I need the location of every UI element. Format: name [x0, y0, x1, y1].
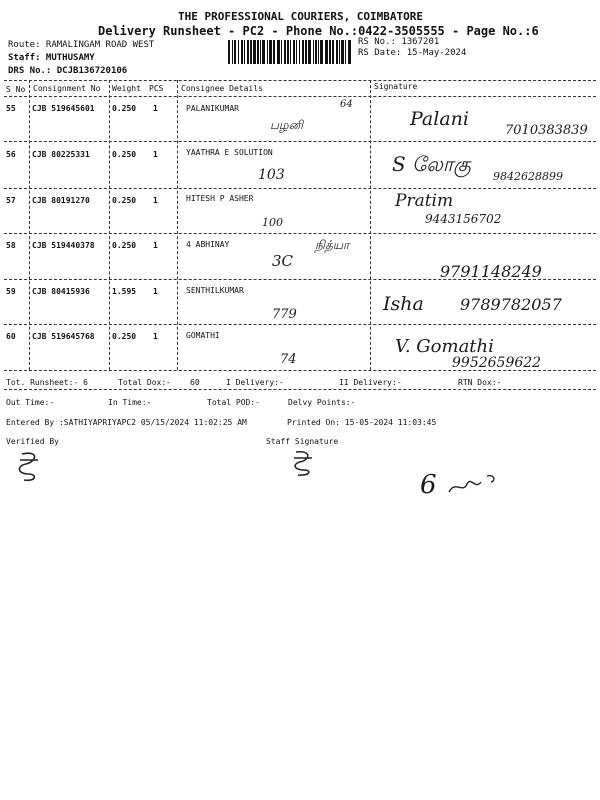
row-weight: 0.250: [112, 241, 137, 250]
col-rule: [177, 80, 178, 370]
row-pcs: 1: [153, 332, 158, 341]
row-hand-mid: 100: [262, 216, 283, 229]
total-pod-label: Total POD:-: [207, 398, 260, 407]
row-hand-signature: Isha: [383, 293, 424, 315]
row-sno: 59: [6, 287, 16, 296]
row-hand-phone: 9443156702: [425, 212, 502, 226]
delvy-points-label: Delvy Points:-: [288, 398, 356, 407]
row-rule: [4, 188, 596, 189]
row-pcs: 1: [153, 196, 158, 205]
route-label: Route: RAMALINGAM ROAD WEST: [8, 40, 155, 50]
row-sno: 58: [6, 241, 16, 250]
rtn-dox-label: RTN Dox:-: [458, 378, 502, 387]
verified-by-label: Verified By: [6, 437, 59, 446]
row-hand-signature: Pratim: [395, 191, 454, 211]
row-consignee: SENTHILKUMAR: [186, 286, 244, 295]
col-header-signature: Signature: [374, 82, 418, 91]
row-pcs: 1: [153, 104, 158, 113]
out-time-label: Out Time:-: [6, 398, 55, 407]
row-hand-phone: 7010383839: [505, 123, 588, 138]
i-delivery-label: I Delivery:-: [226, 378, 284, 387]
row-hand-signature: S லோகு: [392, 152, 471, 176]
row-consignment: CJB 80191270: [32, 196, 90, 205]
col-header-consignee: Consignee Details: [181, 84, 263, 93]
col-header-consignment: Consignment No: [33, 84, 101, 93]
totals-rule: [4, 389, 596, 390]
company-name: THE PROFESSIONAL COURIERS, COIMBATORE: [178, 10, 424, 23]
col-rule: [29, 80, 30, 370]
row-hand-mid: 74: [280, 352, 297, 367]
staff-signature-label: Staff Signature: [266, 437, 339, 446]
ii-delivery-label: II Delivery:-: [339, 378, 402, 387]
col-rule: [370, 80, 371, 370]
rs-date: RS Date: 15-May-2024: [358, 48, 467, 58]
row-consignee: PALANIKUMAR: [186, 104, 239, 113]
row-weight: 0.250: [112, 332, 137, 341]
row-consignment: CJB 519645768: [32, 332, 95, 341]
bottom-handwritten-number: 6: [420, 470, 437, 500]
verified-signature-mark: [10, 448, 50, 484]
printed-on: Printed On: 15-05-2024 11:03:45: [287, 418, 437, 427]
row-hand-phone: 9791148249: [440, 262, 542, 281]
table-header-rule: [4, 96, 596, 97]
entered-by: Entered By :SATHIYAPRIYAPC2 05/15/2024 11:02:25 AM: [6, 418, 247, 427]
row-hand-mid: 103: [258, 167, 285, 183]
row-pcs: 1: [153, 287, 158, 296]
total-dox-label: Total Dox:-: [118, 378, 171, 387]
row-consignee: GOMATHI: [186, 331, 220, 340]
row-sno: 57: [6, 196, 16, 205]
row-consignee: YAATHRA E SOLUTION: [186, 148, 273, 157]
drs-label: DRS No.: DCJB136720106: [8, 66, 128, 76]
row-sno: 56: [6, 150, 16, 159]
col-rule: [109, 80, 110, 370]
row-hand-mid: பழனி: [270, 118, 303, 132]
table-top-rule: [4, 80, 596, 81]
runsheet-title: Delivery Runsheet - PC2 - Phone No.:0422-3505555 - Page No.:6: [98, 24, 539, 38]
row-hand-signature: நித்யா: [315, 238, 350, 252]
rs-number: RS No.: 1367201: [358, 37, 440, 47]
row-sno: 55: [6, 104, 16, 113]
col-header-sno: S No: [6, 85, 26, 94]
row-weight: 0.250: [112, 104, 137, 113]
row-hand-mid: 779: [272, 307, 297, 322]
row-sno: 60: [6, 332, 16, 341]
row-consignment: CJB 80415936: [32, 287, 90, 296]
row-consignee: HITESH P ASHER: [186, 194, 254, 203]
in-time-label: In Time:-: [108, 398, 152, 407]
row-consignee: 4 ABHINAY: [186, 240, 230, 249]
row-pcs: 1: [153, 150, 158, 159]
row-rule: [4, 141, 596, 142]
staff-signature-mark: [286, 448, 322, 478]
row-pcs: 1: [153, 241, 158, 250]
row-hand-phone: 9789782057: [460, 295, 562, 314]
row-hand-phone: 9952659622: [452, 355, 542, 371]
total-dox-value: 60: [190, 378, 200, 387]
row-rule: [4, 279, 596, 280]
row-rule: [4, 233, 596, 234]
row-hand-phone: 9842628899: [493, 170, 563, 183]
row-hand-signature: Palani: [410, 108, 469, 130]
row-rule: [4, 324, 596, 325]
row-rule: [4, 370, 596, 371]
row-consignment: CJB 519645601: [32, 104, 95, 113]
row-hand-signature: V. Gomathi: [395, 336, 494, 357]
col-header-weight: Weight: [112, 84, 141, 93]
row-weight: 1.595: [112, 287, 137, 296]
row-note: 64: [340, 99, 353, 110]
row-weight: 0.250: [112, 150, 137, 159]
tot-runsheet: Tot. Runsheet:- 6: [6, 378, 88, 387]
row-consignment: CJB 519440378: [32, 241, 95, 250]
bottom-handwritten-scribble: [445, 470, 505, 500]
row-weight: 0.250: [112, 196, 137, 205]
staff-label: Staff: MUTHUSAMY: [8, 53, 95, 63]
barcode-image: [228, 40, 352, 64]
col-header-pcs: PCS: [149, 84, 164, 93]
row-consignment: CJB 80225331: [32, 150, 90, 159]
row-hand-mid: 3C: [272, 252, 294, 270]
